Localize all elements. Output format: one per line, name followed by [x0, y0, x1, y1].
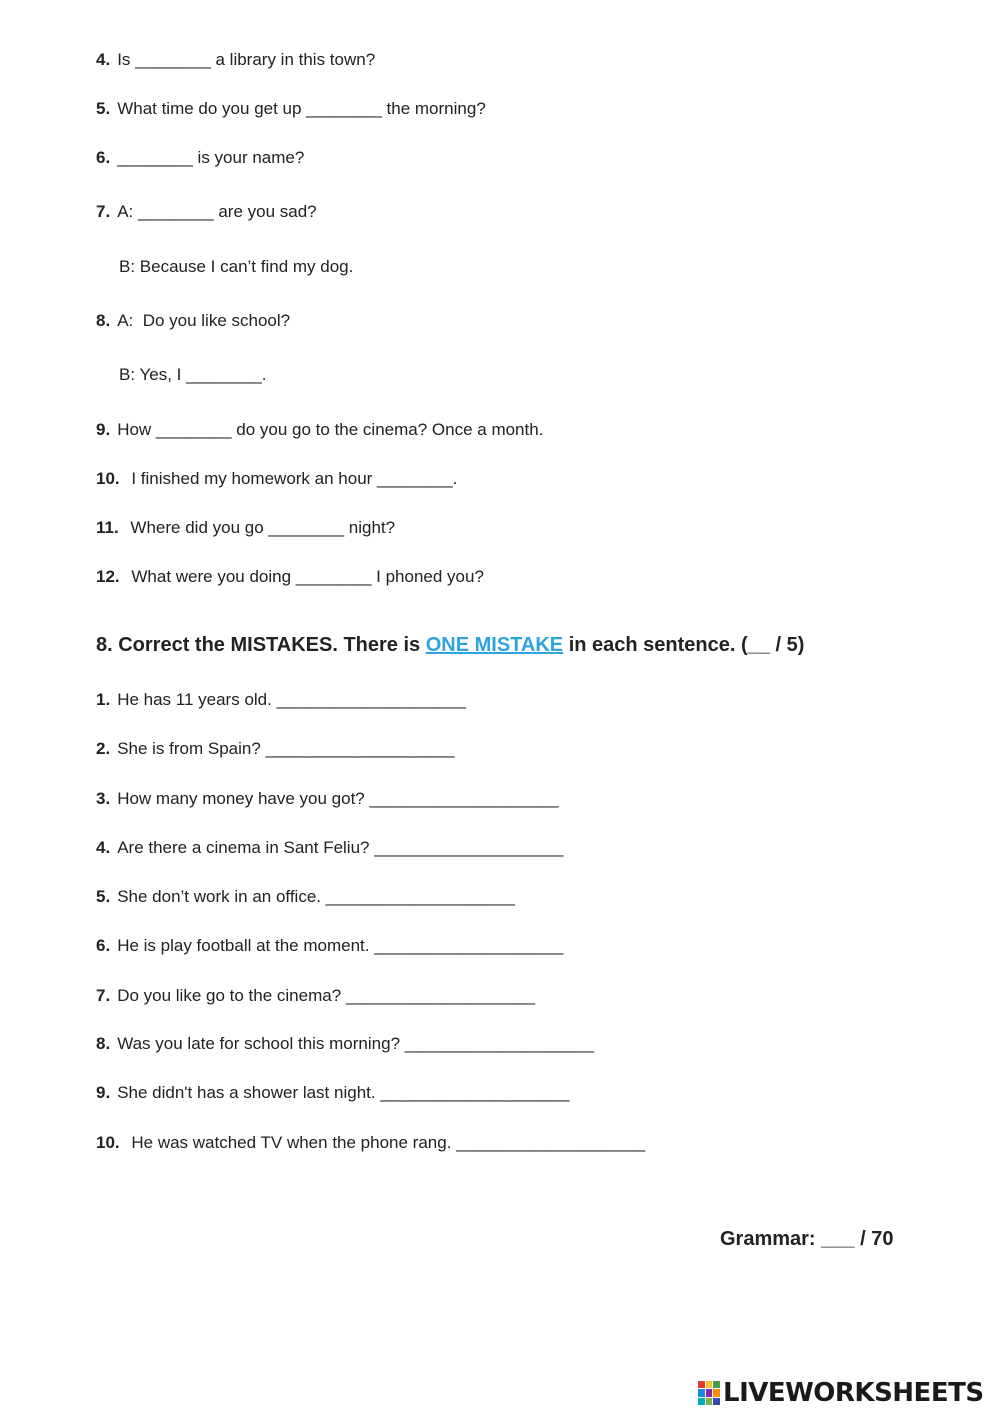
question-text: She didn't has a shower last night. ____________________	[117, 1083, 570, 1102]
question-number: 3.	[96, 789, 111, 808]
grammar-score: Grammar: ___ / 70	[720, 1228, 894, 1250]
mistake-question-9	[96, 1082, 569, 1104]
logo-square	[706, 1389, 713, 1396]
question-text: Do you like go to the cinema? ____________________	[117, 986, 535, 1005]
question-number: 9.	[96, 1083, 111, 1102]
question-8-answer-line	[119, 364, 266, 386]
logo-square	[713, 1381, 720, 1388]
mistake-question-5	[96, 886, 515, 908]
question-number: 8.	[96, 311, 111, 330]
one-mistake-link[interactable]: ONE MISTAKE	[425, 634, 564, 656]
question-number: 10.	[96, 469, 120, 488]
question-text: Are there a cinema in Sant Feliu? ____________________	[117, 838, 564, 857]
logo-text: LIVEWORKSHEETS	[723, 1378, 984, 1408]
logo-square	[698, 1381, 705, 1388]
question-number: 6.	[96, 936, 111, 955]
question-number: 10.	[96, 1133, 120, 1152]
question-text: He was watched TV when the phone rang. ____________________	[126, 1133, 646, 1152]
question-11	[96, 517, 395, 539]
logo-square	[698, 1389, 705, 1396]
question-text: How many money have you got? ____________________	[117, 789, 559, 808]
question-number: 2.	[96, 739, 111, 758]
question-number: 9.	[96, 420, 111, 439]
question-text: Was you late for school this morning? ____________________	[117, 1034, 594, 1053]
question-number: 12.	[96, 567, 120, 586]
logo-grid-icon	[698, 1381, 720, 1405]
mistake-question-7	[96, 985, 535, 1007]
logo-square	[713, 1398, 720, 1405]
liveworksheets-logo	[698, 1378, 984, 1408]
question-4	[96, 49, 375, 71]
question-text: Is ________ a library in this town?	[117, 50, 376, 69]
question-text: He is play football at the moment. ____________________	[117, 936, 564, 955]
question-text: How ________ do you go to the cinema? Once a month.	[117, 420, 544, 439]
mistake-question-10	[96, 1132, 645, 1154]
question-number: 4.	[96, 50, 111, 69]
mistake-question-3	[96, 788, 559, 810]
question-number: 6.	[96, 148, 111, 167]
question-text: B: Because I can’t find my dog.	[119, 257, 354, 276]
logo-square	[698, 1398, 705, 1405]
question-text: What time do you get up ________ the morning?	[117, 99, 486, 118]
question-12	[96, 566, 484, 588]
question-text: She don’t work in an office. ____________________	[117, 887, 515, 906]
mistake-question-2	[96, 738, 455, 760]
question-text: She is from Spain? ____________________	[117, 739, 455, 758]
question-number: 8.	[96, 1034, 111, 1053]
question-text: A: Do you like school?	[117, 311, 291, 330]
question-8	[96, 310, 290, 332]
mistake-question-4	[96, 837, 563, 859]
question-number: 4.	[96, 838, 111, 857]
question-6	[96, 147, 304, 169]
mistake-question-1	[96, 689, 466, 711]
question-text: What were you doing ________ I phoned you?	[126, 567, 484, 586]
logo-square	[706, 1381, 713, 1388]
question-number: 5.	[96, 887, 111, 906]
logo-square	[706, 1398, 713, 1405]
question-text: B: Yes, I ________.	[119, 365, 267, 384]
question-7	[96, 201, 317, 223]
question-number: 5.	[96, 99, 111, 118]
question-7-answer-line	[119, 256, 353, 278]
question-number: 1.	[96, 690, 111, 709]
question-10	[96, 468, 457, 490]
section-8-heading	[96, 632, 804, 658]
question-text: I finished my homework an hour ________.	[126, 469, 458, 488]
mistake-question-6	[96, 935, 563, 957]
question-text: A: ________ are you sad?	[117, 202, 317, 221]
question-5	[96, 98, 486, 120]
question-9	[96, 419, 543, 441]
question-text: ________ is your name?	[117, 148, 305, 167]
question-text: He has 11 years old. ____________________	[117, 690, 466, 709]
question-number: 7.	[96, 986, 111, 1005]
mistake-question-8	[96, 1033, 594, 1055]
question-number: 7.	[96, 202, 111, 221]
question-number: 11.	[96, 518, 119, 537]
heading-text-end: in each sentence. (__ / 5)	[563, 634, 805, 656]
heading-text-start: 8. Correct the MISTAKES. There is	[96, 634, 426, 656]
question-text: Where did you go ________ night?	[125, 518, 396, 537]
logo-square	[713, 1389, 720, 1396]
